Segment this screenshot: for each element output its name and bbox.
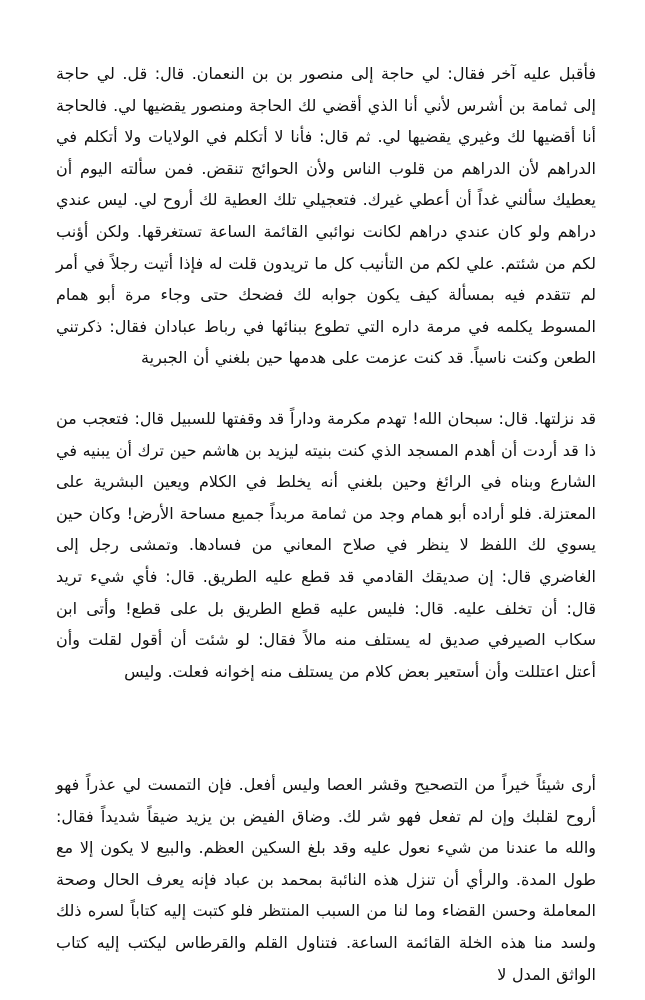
paragraph-1: فأقبل عليه آخر فقال: لي حاجة إلى منصور بن بن النعمان. قال: قل. لي حاجة إلى ثمامة بن أشرس لأني أنا الذي أقضي لك الحاجة ومنصور يقضيها لي. فالحاجة أنا أقضيها لك وغيري يقضيها لي. ثم قال: فأنا لا أتكلم في الولايات ولا أتكلم في الدراهم لأن الدراهم من قلوب الناس ولأن الحوائج تنقض. فمن سألته اليوم أن يعطيك سألني غداً أن أعطي غيرك. فتعجيلي تلك العطية لك أروح لي. ليس عندي دراهم ولو كان عندي دراهم لكانت نوائبي القائمة الساعة تستغرقها. ولكن أؤنب لكم من شئتم. علي لكم من التأنيب كل ما تريدون قلت له فإذا أتيت رجلاً في أمر لم تتقدم فيه بمسألة كيف يكون جوابه لك فضحك حتى وجاء مرة أبو همام المسوط يكلمه في مرمة داره التي تطوع ببنائها في رباط عبادان فقال: ذكرتني الطعن وكنت ناسياً. قد كنت عزمت على هدمها حين بلغني أن الجبرية bbox=[56, 64, 596, 368]
paragraph-3: أرى شيئاً خيراً من التصحيح وقشر العصا وليس أفعل. فإن التمست لي عذراً فهو أروح لقلبك وإن لم تفعل فهو شر لك. وضاق الفيض بن يزيد ضيقاً شديداً فقال: والله ما عندنا من شيء نعول عليه وقد بلغ السكين العظم. والبيع لا يكون إلا مع طول المدة. والرأي أن تنزل هذه النائبة بمحمد بن عباد فإنه يعرف الحال وصحة المعاملة وحسن القضاء وما لنا من السبب المنتظر فلو كتبت إليه كتاباً لسره ذلك ولسد منا هذه الخلة القائمة الساعة. فتناول القلم والقرطاس ليكتب إليه كتاب الواثق المدل لا bbox=[56, 775, 596, 984]
paragraph-2: قد نزلتها. قال: سبحان الله! تهدم مكرمة وداراً قد وقفتها للسبيل قال: فتعجب من ذا قد أردت أن أهدم المسجد الذي كنت بنيته ليزيد بن هاشم حين ترك أن يبنيه في الشارع وبناه في الرائغ وحين بلغني أنه يخلط في الكلام ويعين البشرية على المعتزلة. فلو أراده أبو همام وجد من ثمامة مربداً جميع مساحة الأرض! وكان حين يسوي لك اللفظ لا ينظر في صلاح المعاني من فسادها. وتمشى رجل إلى الغاضري قال: إن صديقك القادمي قد قطع عليه الطريق. قال: فأي شيء تريد قال: أن تخلف عليه. قال: فليس عليه قطع الطريق بل على قطع! وأتى ابن سكاب الصيرفي صديق له يستلف منه مالاً فقال: لو شئت أن أقول لقلت وأن أعتل اعتللت وأن أستعير بعض كلام من يستلف منه إخوانه فعلت. وليس bbox=[56, 409, 596, 681]
